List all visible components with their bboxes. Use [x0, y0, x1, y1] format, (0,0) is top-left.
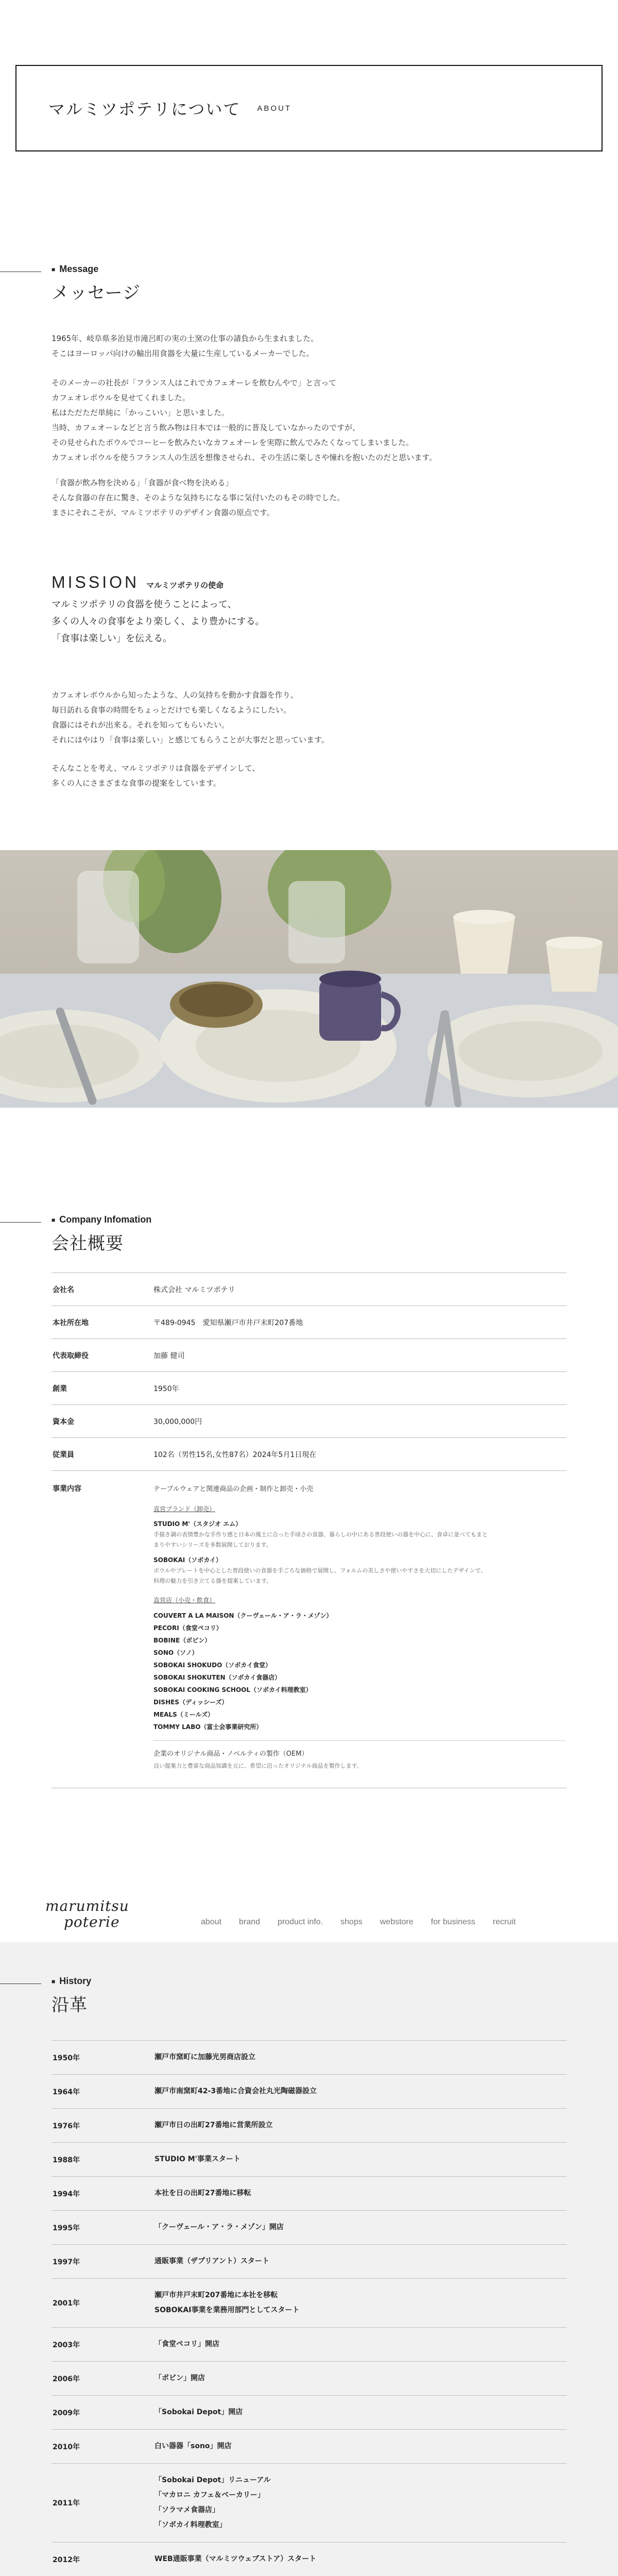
history-event: STUDIO M'事業スタート: [154, 2155, 241, 2163]
nav-item-for-business[interactable]: for business: [431, 1918, 475, 1926]
site-navbar: [0, 1891, 618, 1942]
history-row: [52, 2108, 566, 2142]
retail-subheading: 直営店（小売・飲食）: [153, 1597, 216, 1604]
history-row: [52, 2463, 566, 2542]
brand-name: STUDIO M'（スタジオ エム）: [153, 1520, 242, 1528]
company-table: [52, 1273, 566, 1788]
mission-heading: [52, 573, 224, 592]
tableware-photo: [0, 850, 618, 1108]
history-row: [52, 2395, 566, 2429]
mission-statement: [52, 596, 265, 647]
history-row: [52, 2040, 566, 2074]
row-label: 資本金: [53, 1417, 74, 1426]
message-heading-ja: メッセージ: [52, 283, 141, 303]
history-event: 「食堂ペコリ」開店: [154, 2340, 219, 2348]
history-events: [154, 2220, 284, 2235]
history-row: [52, 2429, 566, 2463]
logo-line: marumitsu: [45, 1897, 129, 1914]
table-row: [52, 1437, 566, 1470]
history-event: SOBOKAI事業を業務用部門としてスタート: [154, 2306, 300, 2314]
history-year: 1976年: [53, 2122, 80, 2130]
history-events: [154, 2254, 269, 2269]
table-row: [52, 1306, 566, 1338]
brand-name: SOBOKAI（ソボカイ）: [153, 1556, 222, 1564]
history-events: [154, 2405, 243, 2420]
history-event: 「Sobokai Depot」リニューアル: [154, 2476, 271, 2484]
row-label: 事業内容: [53, 1485, 81, 1493]
history-event: 「ソラマメ食器店」: [154, 2506, 219, 2514]
history-row: [52, 2244, 566, 2278]
main-nav: [201, 1918, 533, 1927]
message-paragraph: [52, 476, 566, 520]
shop-list: [153, 1609, 565, 1733]
text-line: 毎日訪れる食事の時間をちょっとだけでも楽しくなるようにしたい。: [52, 705, 291, 715]
nav-item-webstore[interactable]: webstore: [380, 1918, 414, 1926]
text-line: 当時、カフェオーレなどと言う飲み物は日本では一般的に普及していなかったのですが、: [52, 423, 360, 432]
shop-item: SOBOKAI SHOKUDO（ソボカイ食堂）: [153, 1662, 271, 1669]
history-events: [154, 2552, 316, 2567]
text-line: 私はただただ単純に「かっこいい」と思いました。: [52, 408, 230, 417]
shop-item: BOBINE（ボビン）: [153, 1637, 211, 1644]
shop-item: TOMMY LABO（富士会事業研究所）: [153, 1723, 263, 1731]
shop-item: MEALS（ミールズ）: [153, 1711, 214, 1718]
history-event: 「ソボカイ料理教室」: [154, 2521, 227, 2529]
history-row: [52, 2327, 566, 2361]
brand-description: ボウルやプレートを中心とした普段使いの食器を手ごろな価格で展開し、フォルムの美しさや使いやすさを大切にしたデザインで、料理の魅力を引き立てる器を提案しています。: [153, 1567, 487, 1584]
mission-body: [52, 688, 566, 791]
row-value: 株式会社 マルミツポテリ: [153, 1285, 235, 1294]
history-events: [154, 2473, 271, 2533]
company-heading-ja: 会社概要: [52, 1233, 124, 1254]
row-value: 102名（男性15名,女性87名）2024年5月1日現在: [153, 1450, 317, 1459]
text-line: カフェオレボウルを使うフランス人の生活を想像させられ、その生活に楽しさや憧れを抱いたのだと思います。: [52, 453, 437, 462]
text-line: 「食器が飲み物を決める」「食器が食べ物を決める」: [52, 478, 233, 487]
history-event: 瀬戸市南窯町42-3番地に合資会社丸光陶磁器設立: [154, 2087, 317, 2095]
row-value: 30,000,000円: [153, 1417, 202, 1426]
mission-heading-en: MISSION: [52, 573, 140, 591]
tableware-photo-illustration: [0, 850, 618, 1108]
company-heading-en: ■ Company Infomation: [52, 1214, 151, 1225]
table-row-business: [52, 1470, 566, 1788]
history-event: 本社を日の出町27番地に移転: [154, 2189, 251, 2197]
history-row: [52, 2142, 566, 2176]
company-heading: [52, 1214, 151, 1255]
history-heading-en: ■ History: [52, 1976, 91, 1987]
history-heading: [52, 1976, 91, 2016]
text-line: まさにそれこそが、マルミツポテリのデザイン食器の原点です。: [52, 508, 274, 517]
shop-item: SOBOKAI COOKING SCHOOL（ソボカイ料理教室）: [153, 1686, 312, 1693]
table-row: [52, 1371, 566, 1404]
history-event: 白い器器「sono」開店: [154, 2442, 232, 2450]
text-line: そんなことを考え、マルミツポテリは食器をデザインして、: [52, 764, 260, 773]
history-event: 瀬戸市日の出町27番地に営業所設立: [154, 2121, 273, 2129]
page-header: [15, 65, 603, 151]
row-label: 代表取締役: [53, 1351, 89, 1360]
history-year: 1964年: [53, 2088, 80, 2096]
text-line: 1965年、岐阜県多治見市滝呂町の実の土窯の仕事の請負から生まれました。: [52, 334, 319, 343]
history-events: [154, 2288, 299, 2318]
history-row: [52, 2176, 566, 2210]
history-event: 瀬戸市窯町に加藤光男商店設立: [154, 2053, 255, 2061]
nav-item-about[interactable]: about: [201, 1918, 222, 1926]
oem-description: 良い提案力と豊富な商品知識を元に、希望に沿ったオリジナル商品を製作します。: [153, 1762, 363, 1769]
history-year: 1988年: [53, 2156, 80, 2164]
table-row: [52, 1273, 566, 1306]
business-lead: テーブルウェアと関連商品の企画・制作と卸売・小売: [153, 1485, 314, 1493]
history-row: [52, 2210, 566, 2244]
history-events: [154, 2084, 317, 2099]
history-events: [154, 2118, 272, 2133]
business-detail: [153, 1483, 565, 1775]
text-line: 「食事は楽しい」を伝える。: [52, 633, 172, 644]
history-year: 1994年: [53, 2190, 80, 2198]
brand-subheading: 直営ブランド（卸売）: [153, 1505, 216, 1513]
shop-item: PECORI（食堂ペコリ）: [153, 1624, 222, 1632]
shop-item: SONO（ソノ）: [153, 1649, 198, 1656]
history-row: [52, 2542, 566, 2576]
text-line: 多くの人にさまざまな食事の提案をしています。: [52, 778, 221, 788]
row-label: 会社名: [53, 1285, 74, 1294]
row-value: 加藤 健司: [153, 1351, 185, 1360]
table-row: [52, 1338, 566, 1371]
history-year: 2012年: [53, 2555, 80, 2564]
page-title-en: ABOUT: [257, 104, 292, 113]
section-divider: [0, 1222, 41, 1223]
history-table: [52, 2040, 566, 2576]
history-events: [154, 2050, 255, 2065]
site-logo[interactable]: [45, 1898, 129, 1930]
row-label: 創業: [53, 1384, 67, 1393]
history-events: [154, 2337, 219, 2352]
mission-paragraph: [52, 688, 566, 748]
history-year: 2010年: [53, 2443, 80, 2451]
history-year: 2006年: [53, 2375, 80, 2383]
row-label: 本社所在地: [53, 1318, 89, 1327]
text-line: 食器にはそれが出来る。それを知ってもらいたい。: [52, 720, 230, 730]
text-line: カフェオレボウルを見せてくれました。: [52, 393, 190, 402]
history-year: 2011年: [53, 2499, 80, 2507]
history-year: 2009年: [53, 2409, 80, 2417]
oem-title: 企業のオリジナル商品・ノベルティの製作（OEM）: [153, 1750, 308, 1758]
text-line: そのメーカーの社長が「フランス人はこれでカフェオーレを飲むんやで」と言って: [52, 378, 337, 387]
business-divider: [153, 1740, 565, 1741]
message-paragraph: [52, 376, 566, 465]
history-events: [154, 2152, 241, 2167]
row-label: 従業員: [53, 1450, 74, 1459]
message-body: [52, 331, 566, 520]
text-line: そこはヨーロッパ向けの輸出用食器を大量に生産しているメーカーでした。: [52, 349, 314, 358]
nav-item-product-info[interactable]: product info.: [277, 1918, 323, 1926]
history-events: [154, 2371, 205, 2386]
nav-item-recruit[interactable]: recruit: [492, 1918, 516, 1926]
history-event: WEB通販事業（マルミツウェブストア）スタート: [154, 2555, 317, 2563]
nav-item-shops[interactable]: shops: [340, 1918, 363, 1926]
history-event: 「クーヴェール・ア・ラ・メゾン」開店: [154, 2223, 284, 2231]
text-line: そんな食器の存在に驚き、そのような気持ちになる事に気付いたのもその時でした。: [52, 493, 345, 502]
history-year: 1997年: [53, 2258, 80, 2266]
history-event: 「ボビン」開店: [154, 2374, 205, 2382]
history-year: 1995年: [53, 2224, 80, 2232]
nav-item-brand[interactable]: brand: [239, 1918, 260, 1926]
history-event: 瀬戸市井戸末町207番地に本社を移転: [154, 2291, 278, 2299]
history-row: [52, 2361, 566, 2395]
message-paragraph: [52, 331, 566, 361]
row-value: 1950年: [153, 1384, 179, 1393]
history-event: 「Sobokai Depot」開店: [154, 2408, 243, 2416]
history-year: 2003年: [53, 2341, 80, 2349]
shop-item: COUVERT A LA MAISON（クーヴェール・ア・ラ・メゾン）: [153, 1612, 333, 1619]
history-event: 通販事業（ザプリアント）スタート: [154, 2257, 269, 2265]
row-value: 〒489-0945 愛知県瀬戸市井戸末町207番地: [153, 1318, 303, 1327]
message-heading-en: ■ Message: [52, 264, 141, 275]
history-events: [154, 2439, 232, 2454]
history-event: 「マカロニ カフェ＆ベーカリー」: [154, 2491, 265, 2499]
page-title: マルミツポテリについて: [48, 99, 241, 119]
history-row: [52, 2278, 566, 2327]
text-line: マルミツポテリの食器を使うことによって、: [52, 599, 237, 610]
text-line: それにはやはり「食事は楽しい」と感じてもらうことが大事だと思っています。: [52, 735, 329, 744]
text-line: その見せられたボウルでコーヒーを飲みたいなカフェオーレを実際に飲んでみたくなってしまいました。: [52, 438, 414, 447]
shop-item: DISHES（ディッシーズ）: [153, 1699, 228, 1706]
message-heading: [52, 264, 141, 304]
logo-line: poterie: [64, 1913, 120, 1930]
text-line: 多くの人々の食事をより楽しく、より豊かにする。: [52, 616, 265, 627]
mission-paragraph: [52, 761, 566, 791]
shop-item: SOBOKAI SHOKUTEN（ソボカイ食器店）: [153, 1674, 281, 1681]
history-row: [52, 2074, 566, 2108]
history-year: 1950年: [53, 2054, 80, 2062]
history-year: 2001年: [53, 2299, 80, 2308]
brand-description: 手描き調の表情豊かな手作り感と日本の風土に合った手頃さの食器、暮らしの中にある普段使いの器を中心に、食卓に並べてもまとまりやすいシリーズを多数展開しております。: [153, 1531, 488, 1548]
table-row: [52, 1404, 566, 1437]
mission-heading-sub: マルミツポテリの使命: [146, 581, 224, 590]
text-line: カフェオレボウルから知ったような、人の気持ちを動かす食器を作り、: [52, 690, 298, 700]
history-events: [154, 2186, 251, 2201]
history-heading-ja: 沿革: [52, 1995, 88, 2015]
